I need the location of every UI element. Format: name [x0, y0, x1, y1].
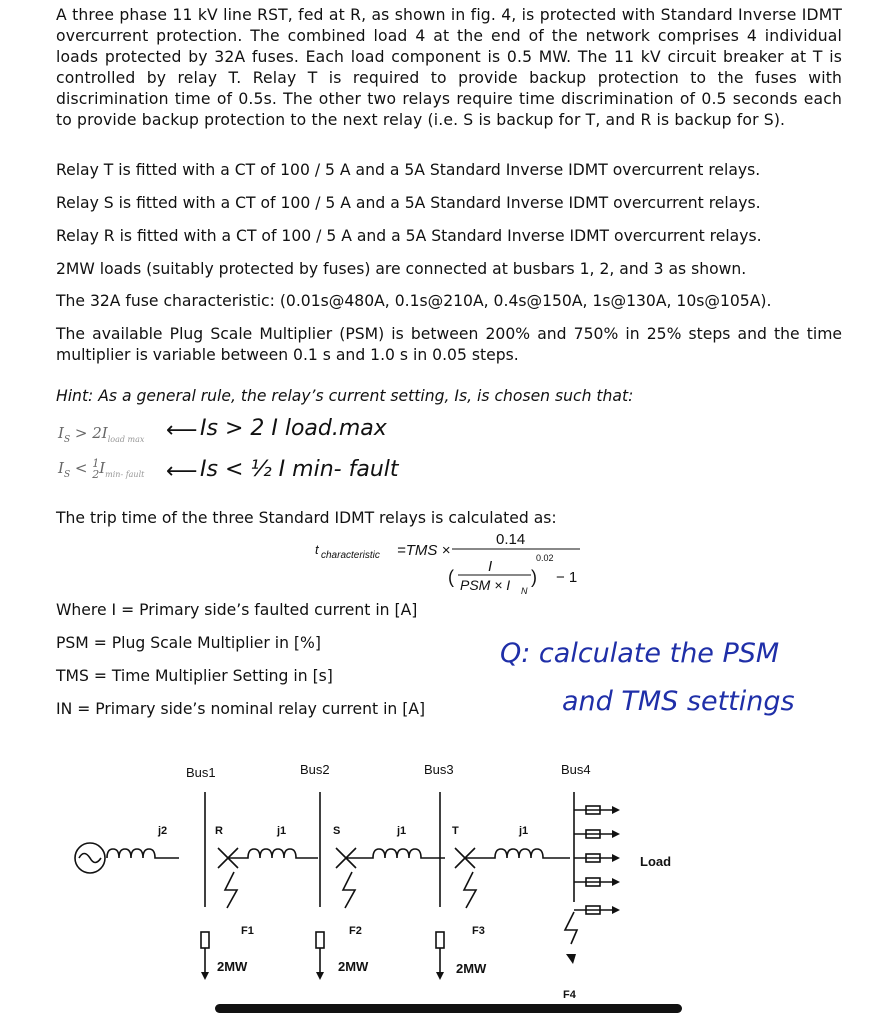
- svg-text:0.02: 0.02: [536, 553, 554, 563]
- load4-label: Load: [640, 854, 672, 869]
- svg-text:characteristic: characteristic: [321, 550, 380, 561]
- impedance-j1-a: j1: [277, 825, 287, 837]
- handwritten-fault-rule: Is < ½ I min- fault: [200, 457, 399, 482]
- svg-text:N: N: [521, 586, 528, 596]
- svg-text:(: (: [448, 567, 454, 587]
- definition-tms: TMS = Time Multiplier Setting in [s]: [56, 667, 333, 685]
- fault-f2-label: F2: [349, 925, 362, 937]
- bus1-label: Bus1: [186, 765, 216, 780]
- hint-formula-fault: $I_S < 1$ $2I_{min- fault}$: [58, 457, 145, 481]
- handwritten-arrow-1: ⟵: [166, 418, 198, 443]
- hint-formula-load: $I_S > 2I_{load max}$: [58, 424, 145, 445]
- relay-r-label: R: [215, 825, 223, 837]
- bus3-label: Bus3: [424, 762, 454, 777]
- hint-text: Hint: As a general rule, the relay’s current setting, Is, is chosen such that:: [56, 387, 634, 405]
- relay-t-spec: Relay T is fitted with a CT of 100 / 5 A and a 5A Standard Inverse IDMT overcurrent relays.: [56, 161, 761, 179]
- svg-text:− 1: − 1: [556, 569, 578, 586]
- relay-t-label: T: [452, 825, 459, 837]
- loads-statement: 2MW loads (suitably protected by fuses) are connected at busbars 1, 2, and 3 as shown.: [56, 260, 747, 278]
- impedance-j1-c: j1: [519, 825, 529, 837]
- impedance-j1-b: j1: [397, 825, 407, 837]
- fault-f1-label: F1: [241, 925, 254, 937]
- svg-text:PSM × I: PSM × I: [460, 577, 511, 593]
- handwritten-question-line2: and TMS settings: [562, 686, 795, 717]
- load1-rating: 2MW: [217, 959, 248, 974]
- load3-rating: 2MW: [456, 961, 487, 976]
- bus4-label: Bus4: [561, 762, 591, 777]
- home-indicator-bar: [215, 1004, 682, 1013]
- svg-text:=TMS ×: =TMS ×: [397, 542, 451, 559]
- relay-r-spec: Relay R is fitted with a CT of 100 / 5 A and a 5A Standard Inverse IDMT overcurrent relays.: [56, 227, 762, 245]
- relay-s-spec: Relay S is fitted with a CT of 100 / 5 A and a 5A Standard Inverse IDMT overcurrent relays.: [56, 194, 761, 212]
- definition-psm: PSM = Plug Scale Multiplier in [%]: [56, 634, 321, 652]
- fault-f4-label: F4: [563, 989, 576, 1001]
- handwritten-question-line1: Q: calculate the PSM: [500, 638, 780, 669]
- handwritten-load-rule: Is > 2 I load.max: [200, 416, 387, 441]
- definition-i: Where I = Primary side’s faulted current in [A]: [56, 601, 418, 619]
- psm-range: The available Plug Scale Multiplier (PSM) is between 200% and 750% in 25% steps and the time multiplier is variable between 0.1 s and 1.0 s in 0.05 steps.: [56, 325, 842, 364]
- definition-in: IN = Primary side’s nominal relay current in [A]: [56, 700, 426, 718]
- trip-time-text: The trip time of the three Standard IDMT relays is calculated as:: [56, 509, 557, 527]
- relay-s-label: S: [333, 825, 341, 837]
- bus2-label: Bus2: [300, 762, 330, 777]
- problem-intro: A three phase 11 kV line RST, fed at R, as shown in fig. 4, is protected with Standard Inverse IDMT overcurrent protection. The combined load 4 at the end of the network comprises 4 individual loads protected by 32A fuses. Each load component is 0.5 MW. The 11 kV circuit breaker at T is controlled by relay T. Relay T is required to provide backup protection to the fuses with discrimination time of 0.5s. The other two relays require time discrimination of 0.5 seconds each to provide backup protection to the next relay (i.e. S is backup for T, and R is backup for S).: [56, 6, 842, 129]
- fuse-characteristic: The 32A fuse characteristic: (0.01s@480A, 0.1s@210A, 0.4s@150A, 1s@130A, 10s@105A).: [56, 292, 772, 310]
- svg-text:t: t: [315, 542, 319, 557]
- impedance-j2: j2: [158, 825, 168, 837]
- svg-text:0.14: 0.14: [496, 531, 526, 548]
- single-line-diagram: [0, 752, 896, 1002]
- handwritten-arrow-2: ⟵: [166, 459, 198, 484]
- trip-time-formula: [0, 528, 896, 598]
- svg-text:I: I: [488, 558, 493, 575]
- fault-f3-label: F3: [472, 925, 485, 937]
- load2-rating: 2MW: [338, 959, 369, 974]
- svg-text:): ): [531, 567, 537, 587]
